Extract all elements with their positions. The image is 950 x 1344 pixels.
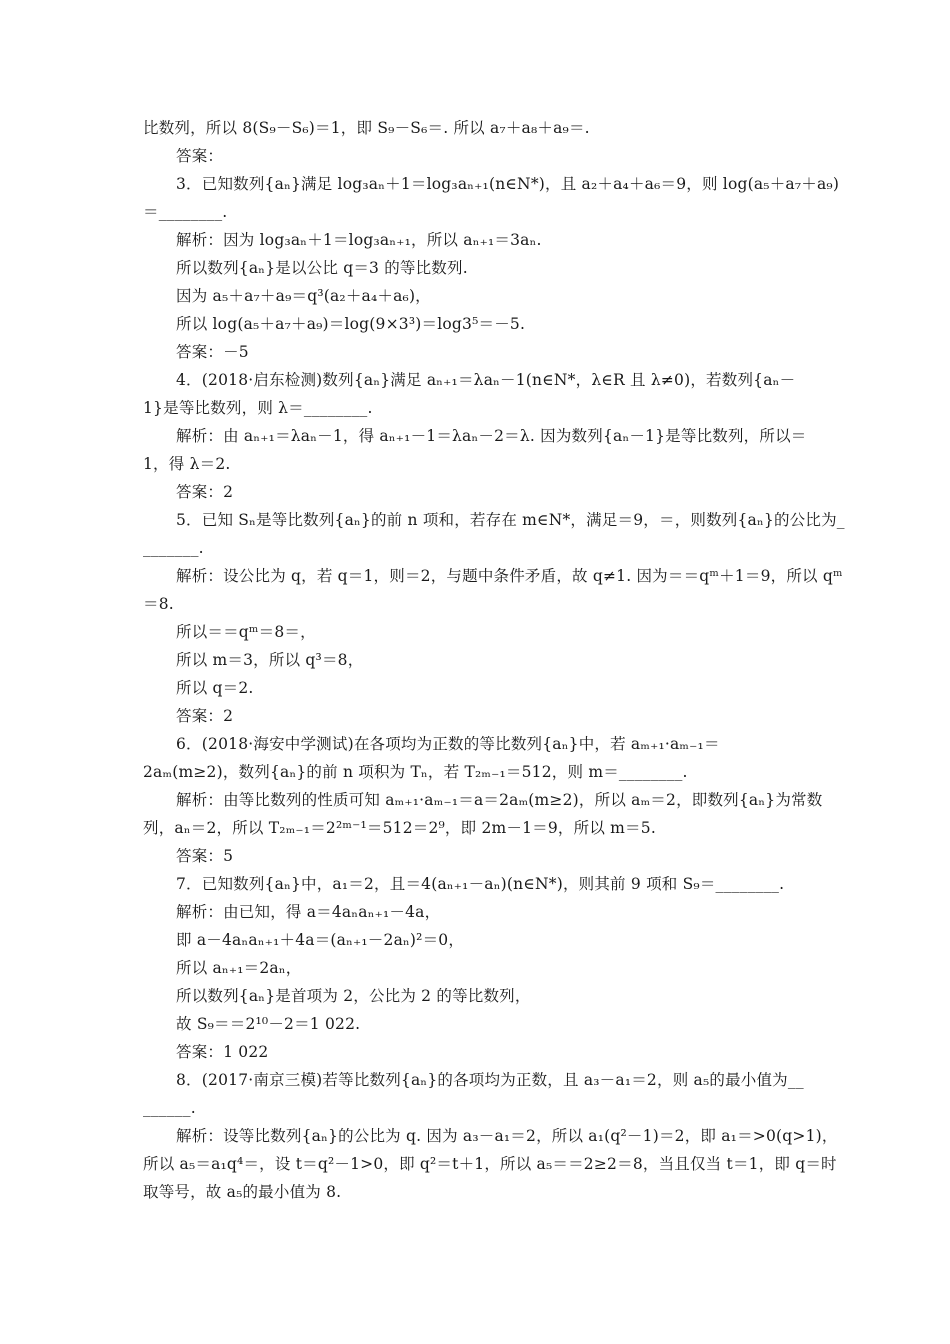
text-line: 所以 log(a₅＋a₇＋a₉)＝log(9×3³)＝log3⁵＝－5. bbox=[176, 315, 526, 333]
text-line: 3．已知数列{aₙ}满足 log₃aₙ＋1＝log₃aₙ₊₁(n∈N*)，且 a₂＋a₄＋a₆＝9，则 log(a₅＋a₇＋a₉) bbox=[176, 175, 840, 193]
text-line: 1}是等比数列，则 λ＝________. bbox=[143, 399, 373, 417]
text-line: 答案：1 022 bbox=[176, 1043, 269, 1061]
text-line: 答案：2 bbox=[176, 483, 234, 501]
text-line: 因为 a₅＋a₇＋a₉＝q³(a₂＋a₄＋a₆)， bbox=[176, 287, 431, 305]
text-line: 所以＝＝qᵐ＝8＝， bbox=[176, 623, 316, 641]
text-line: 6．(2018·海安中学测试)在各项均为正数的等比数列{aₙ}中，若 aₘ₊₁·aₘ₋₁＝ bbox=[176, 735, 720, 753]
text-line: 解析：由已知，得 a＝4aₙaₙ₊₁－4a， bbox=[176, 903, 441, 921]
text-line: ＝8. bbox=[143, 595, 174, 613]
text-line: 答案： bbox=[176, 147, 224, 165]
text-line: 所以 m＝3，所以 q³＝8， bbox=[176, 651, 364, 669]
text-line: _______. bbox=[143, 539, 204, 557]
text-line: 所以 q＝2. bbox=[176, 679, 254, 697]
text-line: 所以数列{aₙ}是首项为 2，公比为 2 的等比数列， bbox=[176, 987, 531, 1005]
text-line: ______. bbox=[143, 1099, 196, 1117]
text-line: 解析：由 aₙ₊₁＝λaₙ－1，得 aₙ₊₁－1＝λaₙ－2＝λ. 因为数列{aₙ－1}是等比数列，所以＝ bbox=[176, 427, 807, 445]
text-line: 答案：2 bbox=[176, 707, 234, 725]
text-line: 取等号，故 a₅的最小值为 8. bbox=[143, 1183, 342, 1201]
text-line: 解析：由等比数列的性质可知 aₘ₊₁·aₘ₋₁＝a＝2aₘ(m≥2)，所以 aₘ＝2，即数列{aₙ}为常数 bbox=[176, 791, 823, 809]
text-line: 7．已知数列{aₙ}中，a₁＝2，且＝4(aₙ₊₁－aₙ)(n∈N*)，则其前 9 项和 S₉＝________. bbox=[176, 875, 785, 893]
text-line: 2aₘ(m≥2)，数列{aₙ}的前 n 项积为 Tₙ，若 T₂ₘ₋₁＝512，则 m＝________. bbox=[143, 763, 688, 781]
text-line: 8．(2017·南京三模)若等比数列{aₙ}的各项均为正数，且 a₃－a₁＝2，则 a₅的最小值为__ bbox=[176, 1071, 804, 1089]
text-line: 故 S₉＝＝2¹⁰－2＝1 022. bbox=[176, 1015, 361, 1033]
text-line: 解析：设等比数列{aₙ}的公比为 q. 因为 a₃－a₁＝2，所以 a₁(q²－1)＝2，即 a₁＝>0(q>1)， bbox=[176, 1127, 838, 1145]
text-line: 所以 a₅＝a₁q⁴＝，设 t＝q²－1>0，即 q²＝t＋1，所以 a₅＝＝2≥2＝8，当且仅当 t＝1，即 q＝时 bbox=[143, 1155, 837, 1173]
text-line: 1，得 λ＝2. bbox=[143, 455, 231, 473]
text-line: 答案：－5 bbox=[176, 343, 249, 361]
text-line: 所以 aₙ₊₁＝2aₙ， bbox=[176, 959, 302, 977]
text-line: 比数列，所以 8(S₉－S₆)＝1，即 S₉－S₆＝. 所以 a₇＋a₈＋a₉＝. bbox=[143, 119, 590, 137]
text-line: ＝________. bbox=[143, 203, 228, 221]
text-line: 5．已知 Sₙ是等比数列{aₙ}的前 n 项和，若存在 m∈N*，满足＝9，＝，则数列{aₙ}的公比为_ bbox=[176, 511, 845, 529]
text-line: 解析：因为 log₃aₙ＋1＝log₃aₙ₊₁，所以 aₙ₊₁＝3aₙ. bbox=[176, 231, 542, 249]
text-line: 4．(2018·启东检测)数列{aₙ}满足 aₙ₊₁＝λaₙ－1(n∈N*，λ∈R 且 λ≠0)，若数列{aₙ－ bbox=[176, 371, 796, 389]
text-line: 即 a－4aₙaₙ₊₁＋4a＝(aₙ₊₁－2aₙ)²＝0， bbox=[176, 931, 465, 949]
text-line: 所以数列{aₙ}是以公比 q＝3 的等比数列. bbox=[176, 259, 468, 277]
text-line: 答案：5 bbox=[176, 847, 234, 865]
text-line: 列，aₙ＝2，所以 T₂ₘ₋₁＝2²ᵐ⁻¹＝512＝2⁹，即 2m－1＝9，所以 m＝5. bbox=[143, 819, 656, 837]
text-line: 解析：设公比为 q，若 q＝1，则＝2，与题中条件矛盾，故 q≠1. 因为＝＝qᵐ＋1＝9，所以 qᵐ bbox=[176, 567, 843, 585]
